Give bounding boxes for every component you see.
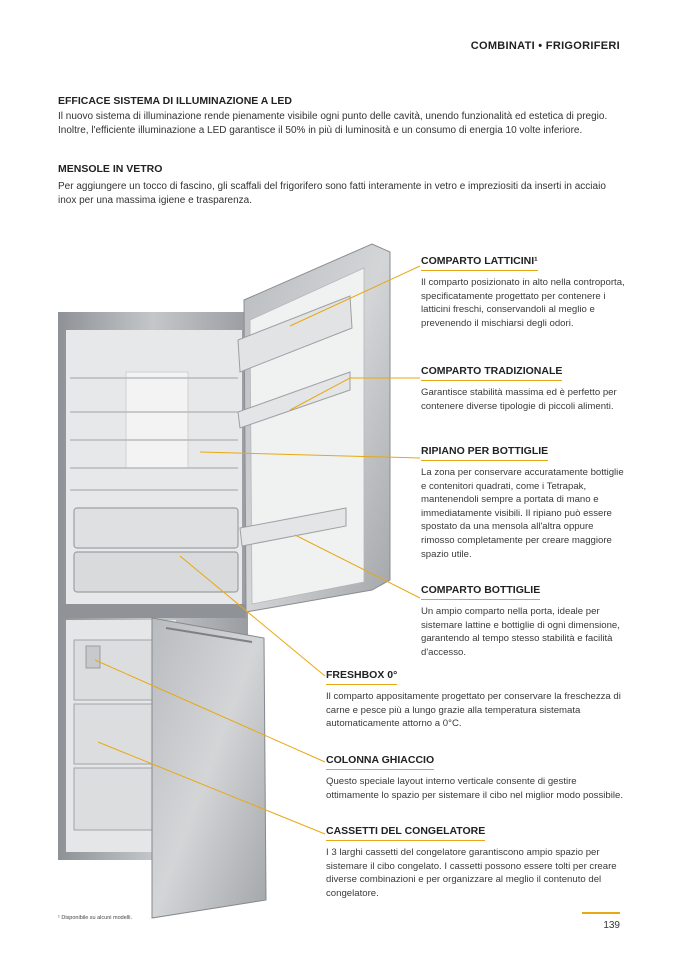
- freshbox-drawer: [74, 552, 238, 592]
- feature-text: Un ampio comparto nella porta, ideale per sistemare lattine e bottiglie di ogni dimensione, garantendo al tempo stesso stabilità e facilità d'accesso.: [421, 606, 620, 658]
- feature-freshbox: [326, 665, 626, 731]
- fridge-divider: [62, 604, 246, 618]
- feature-cassetti-congelatore: [326, 821, 626, 900]
- feature-title: COMPARTO TRADIZIONALE: [421, 365, 562, 381]
- feature-text: La zona per conservare accuratamente bottiglie e contenitori quadrati, come i Tetrapak, mantenendoli sempre a portata di mano e immediatamente visibili. Il ripiano può essere spostato da una mensola all'altra oppure rimosso completamente per creare maggiore spazio utile.: [421, 467, 624, 560]
- section-title-led: EFFICACE SISTEMA DI ILLUMINAZIONE A LED: [58, 95, 292, 107]
- feature-title: RIPIANO PER BOTTIGLIE: [421, 445, 548, 461]
- fridge-back-panel: [126, 372, 188, 468]
- freezer-door: [152, 618, 266, 918]
- ice-column: [86, 646, 100, 668]
- section-title-mensole: MENSOLE IN VETRO: [58, 163, 163, 175]
- feature-title: COLONNA GHIACCIO: [326, 754, 434, 770]
- feature-text: Il comparto appositamente progettato per conservare la freschezza di carne e pesce più a lungo grazie alla temperatura sistemata automaticamente attorno a 0°C.: [326, 691, 621, 730]
- page-number: 139: [582, 912, 620, 931]
- feature-title: FRESHBOX 0°: [326, 669, 397, 685]
- feature-text: Garantisce stabilità massima ed è perfetto per contenere diverse tipologie di piccoli alimenti.: [421, 387, 617, 412]
- feature-colonna-ghiaccio: [326, 750, 626, 802]
- feature-text: I 3 larghi cassetti del congelatore garantiscono ampio spazio per sistemare il cibo congelato. I cassetti possono essere tolti per creare diverse combinazioni e per organizzare al meglio il contenuto del congelatore.: [326, 847, 617, 899]
- section-text-mensole: Per aggiungere un tocco di fascino, gli scaffali del frigorifero sono fatti interamente in vetro e impreziositi da inserti in acciaio inox per una massima igiene e trasparenza.: [58, 181, 606, 206]
- feature-tradizionale: [421, 361, 626, 413]
- feature-comparto-bottiglie: [421, 580, 626, 659]
- page-header: COMBINATI • FRIGORIFERI: [470, 40, 620, 52]
- feature-latticini: [421, 251, 626, 330]
- footnote: ¹ Disponibile su alcuni modelli.: [58, 915, 132, 921]
- feature-title: COMPARTO BOTTIGLIE: [421, 584, 540, 600]
- feature-text: Questo speciale layout interno verticale consente di gestire ottimamente lo spazio per sistemare il cibo nel miglior modo possibile.: [326, 776, 624, 801]
- feature-ripiano-bottiglie: [421, 441, 626, 561]
- section-text-led: Il nuovo sistema di illuminazione rende pienamente visibile ogni punto delle cavità, unendo funzionalità ed estetica di pregio. Inoltre, l'efficiente illuminazione a LED garantisce il 50% in più di luminosità e un consumo di energia 10 volte inferiore.: [58, 111, 608, 136]
- feature-text: Il comparto posizionato in alto nella controporta, specificatamente progettato per contenere i latticini freschi, conservandoli al meglio e prevenendo il mischiarsi degli odori.: [421, 277, 625, 329]
- crisper-drawer: [74, 508, 238, 548]
- feature-title: COMPARTO LATTICINI¹: [421, 255, 538, 271]
- feature-title: CASSETTI DEL CONGELATORE: [326, 825, 485, 841]
